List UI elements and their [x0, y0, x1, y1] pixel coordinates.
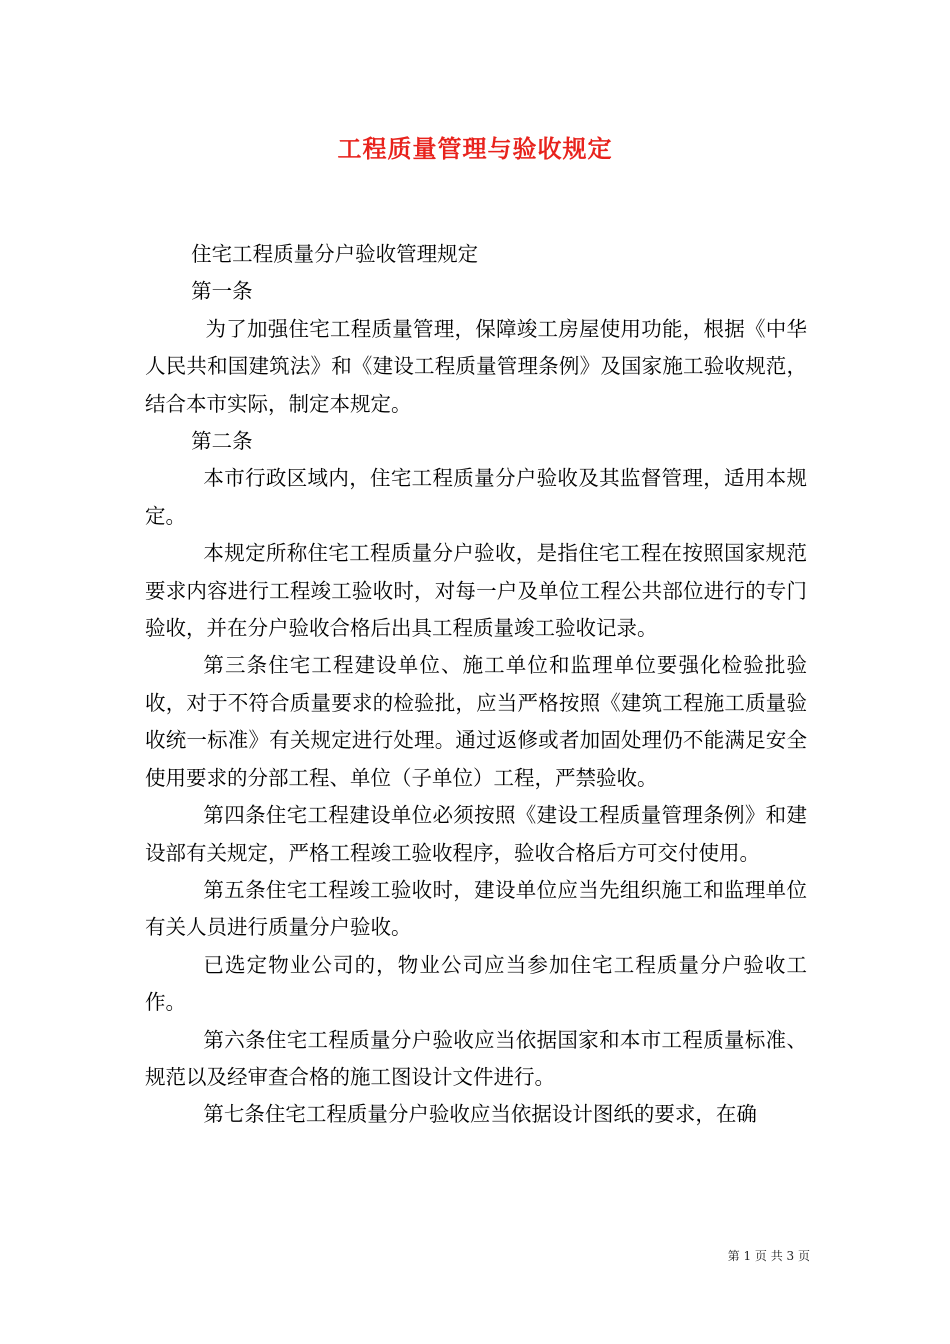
page-number-footer: 第 1 页 共 3 页: [727, 1249, 810, 1263]
article-1-heading: 第一条: [191, 279, 253, 304]
article-1-text: 为了加强住宅工程质量管理，保障竣工房屋使用功能，根据《中华人民共和国建筑法》和《建设工程质量管理条例》及国家施工验收规范，结合本市实际，制定本规定。: [145, 316, 807, 416]
document-title: 工程质量管理与验收规定: [337, 134, 613, 163]
article-2-definition: 本规定所称住宅工程质量分户验收，是指住宅工程在按照国家规范要求内容进行工程竣工验收时，对每一户及单位工程公共部位进行的专门验收，并在分户验收合格后出具工程质量竣工验收记录。: [145, 541, 807, 641]
article-2-heading: 第二条: [191, 429, 253, 454]
article-6-text: 第六条住宅工程质量分户验收应当依据国家和本市工程质量标准、规范以及经审查合格的施工图设计文件进行。: [145, 1027, 807, 1089]
article-3-text: 第三条住宅工程建设单位、施工单位和监理单位要强化检验批验收，对于不符合质量要求的检验批，应当严格按照《建筑工程施工质量验收统一标准》有关规定进行处理。通过返修或者加固处理仍不能满足安全使用要求的分部工程、单位（子单位）工程，严禁验收。: [145, 653, 807, 790]
article-2-text: 本市行政区域内，住宅工程质量分户验收及其监督管理，适用本规定。: [145, 466, 807, 528]
article-5-property-text: 已选定物业公司的，物业公司应当参加住宅工程质量分户验收工作。: [145, 952, 807, 1015]
article-4-text: 第四条住宅工程建设单位必须按照《建设工程质量管理条例》和建设部有关规定，严格工程竣工验收程序，验收合格后方可交付使用。: [145, 803, 807, 865]
section-heading: 住宅工程质量分户验收管理规定: [191, 242, 479, 266]
document-body: [145, 236, 807, 1134]
article-5-text: 第五条住宅工程竣工验收时，建设单位应当先组织施工和监理单位有关人员进行质量分户验收。: [145, 877, 807, 940]
article-7-text: 第七条住宅工程质量分户验收应当依据设计图纸的要求，在确: [203, 1102, 757, 1127]
